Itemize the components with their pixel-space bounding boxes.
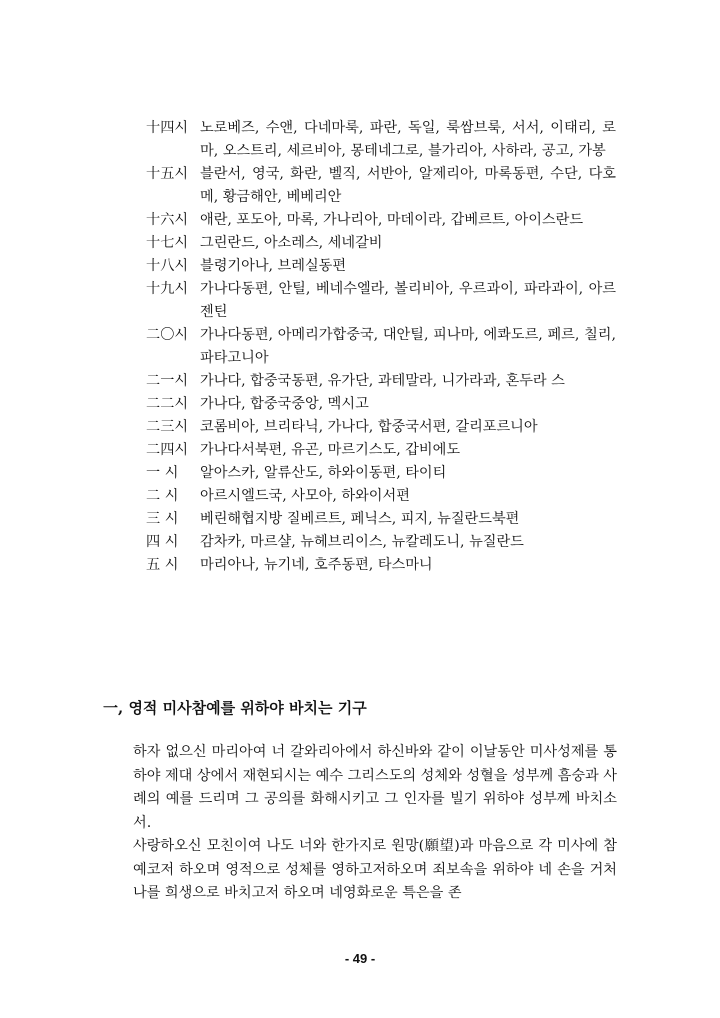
list-item	[146, 554, 616, 577]
hour-label: 五 시	[146, 557, 179, 573]
paragraph: 하자 없으신 마리아여 너 갈와리아에서 하신바와 같이 이날동안 미사성제를 통하야 제대 상에서 재현되시는 예수 그리스도의 성체와 성혈을 성부께 흠숭과 사례의 예를 드리며 그 공의를 화해시키고 그 인자를 빌기 위하야 성부께 바치소서.	[133, 744, 617, 831]
time-zone-list	[146, 117, 616, 577]
list-item	[146, 232, 616, 255]
section-heading: 一, 영적 미사참예를 위하야 바치는 기구	[103, 699, 367, 717]
region-text: 감차카, 마르샬, 뉴헤브리이스, 뉴칼레도니, 뉴질란드	[200, 534, 524, 550]
list-item	[146, 485, 616, 508]
hour-label: 二四시	[146, 442, 189, 458]
list-item	[146, 531, 616, 554]
list-item	[146, 416, 616, 439]
hour-label: 十五시	[146, 166, 189, 182]
region-text: 가나다, 합중국중앙, 멕시고	[200, 396, 369, 412]
list-item	[146, 163, 616, 209]
region-text: 노로베즈, 수앤, 다네마룩, 파란, 독일, 룩쌈브룩, 서서, 이태리, 로마, 오스트리, 세르비아, 몽테네그로, 블가리아, 사하라, 공고, 가봉	[200, 120, 616, 159]
region-text: 가나다, 합중국동편, 유가단, 과테말라, 니가라과, 혼두라 스	[200, 373, 565, 389]
region-text: 그린란드, 아소레스, 세네갈비	[200, 235, 383, 251]
region-text: 애란, 포도아, 마록, 가나리아, 마데이라, 갑베르트, 아이스란드	[200, 212, 584, 228]
hour-label: 二 시	[146, 488, 179, 504]
hour-label: 二〇시	[146, 327, 189, 343]
hour-label: 二三시	[146, 419, 189, 435]
list-item	[146, 324, 616, 370]
paragraph: 사랑하오신 모친이여 나도 너와 한가지로 원망(願望)과 마음으로 각 미사에 참예코저 하오며 영적으로 성체를 영하고저하오며 죄보속을 위하야 네 손을 거처 나를 희생으로 바치고저 하오며 네영화로운 특은을 존	[133, 838, 617, 901]
region-text: 블란서, 영국, 화란, 벨직, 서반아, 알제리아, 마록동편, 수단, 다호메, 황금해안, 베베리안	[200, 166, 616, 205]
list-item	[146, 117, 616, 163]
prayer-body	[133, 741, 617, 906]
region-text: 블령기아나, 브레실동편	[200, 258, 347, 274]
page-number: - 49 -	[344, 951, 376, 966]
hour-label: 十七시	[146, 235, 189, 251]
list-item	[146, 255, 616, 278]
region-text: 가나다동편, 아메리가합중국, 대안틸, 피나마, 에콰도르, 페르, 칠리, 파타고니아	[200, 327, 616, 366]
hour-label: 一 시	[146, 465, 179, 481]
hour-label: 十四시	[146, 120, 189, 136]
region-text: 가나다동편, 안틸, 베네수엘라, 볼리비아, 우르과이, 파라과이, 아르젠틴	[200, 281, 616, 320]
hour-label: 十八시	[146, 258, 189, 274]
region-text: 아르시엘드국, 사모아, 하와이서편	[200, 488, 410, 504]
region-text: 가나다서북편, 유곤, 마르기스도, 갑비에도	[200, 442, 461, 458]
hour-label: 二二시	[146, 396, 189, 412]
hour-label: 三 시	[146, 511, 179, 527]
list-item	[146, 209, 616, 232]
list-item	[146, 370, 616, 393]
list-item	[146, 439, 616, 462]
hour-label: 十九시	[146, 281, 189, 297]
hour-label: 四 시	[146, 534, 179, 550]
region-text: 베린해협지방 질베르트, 페닉스, 피지, 뉴질란드북편	[200, 511, 520, 527]
region-text: 마리아나, 뉴기네, 호주동편, 타스마니	[200, 557, 433, 573]
list-item	[146, 278, 616, 324]
region-text: 코롬비아, 브리타닉, 가나다, 합중국서편, 갈리포르니아	[200, 419, 538, 435]
region-text: 알아스카, 알류산도, 하와이동편, 타이티	[200, 465, 447, 481]
list-item	[146, 508, 616, 531]
hour-label: 二一시	[146, 373, 189, 389]
list-item	[146, 462, 616, 485]
hour-label: 十六시	[146, 212, 189, 228]
list-item	[146, 393, 616, 416]
